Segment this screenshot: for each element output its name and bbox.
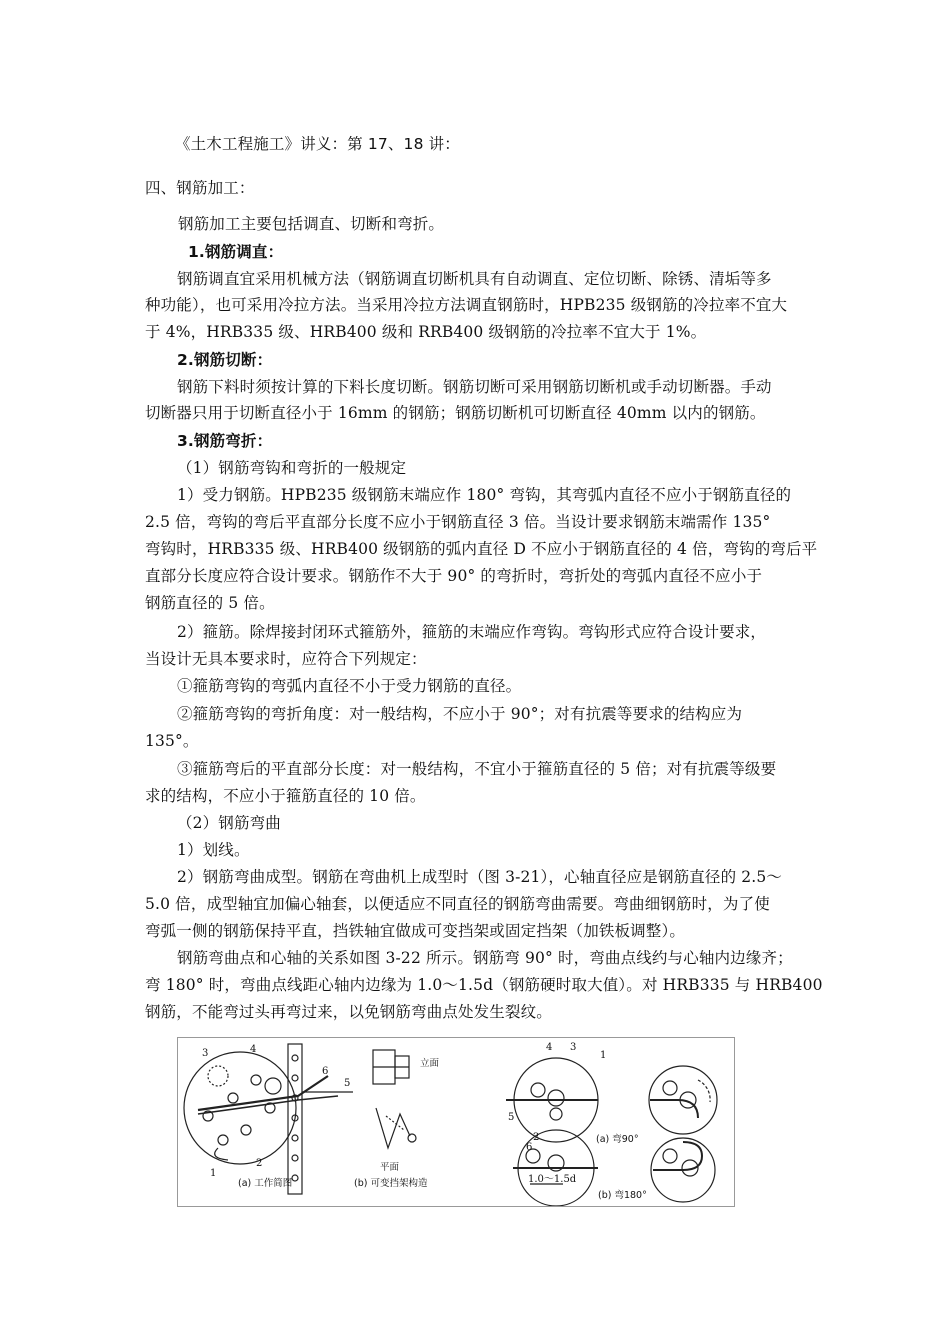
paragraph-line: 弯钩时，HRB335 级、HRB400 级钢筋的弧内直径 D 不应小于钢筋直径的 4 倍，弯钩的弯后平	[145, 540, 818, 558]
paragraph-line: 弯弧一侧的钢筋保持平直，挡铁轴宜做成可变挡架或固定挡架（加铁板调整）。	[145, 922, 686, 940]
label-plan-view: 平面	[380, 1162, 400, 1173]
label-4-right: 4	[546, 1042, 553, 1053]
subheading: （2）钢筋弯曲	[177, 814, 281, 832]
paragraph-line: 2.5 倍，弯钩的弯后平直部分长度不应小于钢筋直径 3 倍。当设计要求钢筋末端需作 135°	[145, 513, 771, 531]
paragraph-line: 钢筋弯曲点和心轴的关系如图 3-22 所示。钢筋弯 90° 时，弯曲点线约与心轴内边缘齐；	[177, 949, 793, 967]
label-2: 2	[256, 1158, 263, 1169]
caption-b: (b) 可变挡架构造	[354, 1178, 428, 1189]
paragraph-line: 当设计无具本要求时，应符合下列规定：	[145, 650, 427, 668]
doc-title: 《土木工程施工》讲义：第 17、18 讲：	[175, 135, 460, 153]
heading-straightening: 1.钢筋调直：	[188, 243, 284, 261]
caption-90: (a) 弯90°	[596, 1134, 639, 1145]
section-heading: 四、钢筋加工：	[145, 179, 255, 197]
paragraph-line: 于 4%，HRB335 级、HRB400 级和 RRB400 级钢筋的冷拉率不宜大于 1%。	[145, 323, 707, 341]
label-6-right: 6	[526, 1142, 533, 1153]
paragraph-line: 种功能），也可采用冷拉方法。当采用冷拉方法调直钢筋时，HPB235 级钢筋的冷拉率不宜大	[145, 296, 788, 314]
paragraph-line: 求的结构，不应小于箍筋直径的 10 倍。	[145, 787, 426, 805]
paragraph-line: 钢筋下料时须按计算的下料长度切断。钢筋切断可采用钢筋切断机或手动切断器。手动	[177, 378, 772, 396]
label-2-right: 2	[533, 1132, 540, 1143]
paragraph-line: 钢筋，不能弯过头再弯过来，以免钢筋弯曲点处发生裂纹。	[145, 1003, 552, 1021]
paragraph-line: 1）受力钢筋。HPB235 级钢筋末端应作 180° 弯钩，其弯弧内直径不应小于钢筋直径的	[177, 486, 792, 504]
label-1-right: 1	[600, 1050, 607, 1061]
paragraph-line: 135°。	[145, 732, 199, 750]
paragraph-line: ②箍筋弯钩的弯折角度：对一般结构，不应小于 90°；对有抗震等要求的结构应为	[177, 705, 743, 723]
paragraph-line: 2）箍筋。除焊接封闭环式箍筋外，箍筋的末端应作弯钩。弯钩形式应符合设计要求，	[177, 623, 767, 641]
paragraph-line: 弯 180° 时，弯曲点线距心轴内边缘为 1.0～1.5d（钢筋硬时取大值）。对 HRB335 与 HRB400	[145, 976, 823, 994]
caption-180: (b) 弯180°	[598, 1190, 647, 1201]
label-front-view: 立面	[420, 1058, 440, 1069]
paragraph-line: 钢筋调直宜采用机械方法（钢筋调直切断机具有自动调直、定位切断、除锈、清垢等多	[177, 270, 772, 288]
label-3: 3	[202, 1048, 209, 1059]
paragraph-line: ③箍筋弯后的平直部分长度：对一般结构，不宜小于箍筋直径的 5 倍；对有抗震等级要	[177, 760, 777, 778]
label-1: 1	[210, 1168, 217, 1179]
paragraph-line: 5.0 倍，成型轴宜加偏心轴套，以便适应不同直径的钢筋弯曲需要。弯曲细钢筋时，为了使	[145, 895, 770, 913]
bending-machine-figure	[177, 1037, 735, 1207]
heading-cutting: 2.钢筋切断：	[177, 351, 273, 369]
caption-a: (a) 工作简图	[238, 1178, 293, 1189]
label-5-right: 5	[508, 1112, 515, 1123]
paragraph-line: 切断器只用于切断直径小于 16mm 的钢筋；钢筋切断机可切断直径 40mm 以内的钢筋。	[145, 404, 766, 422]
subheading: （1）钢筋弯钩和弯折的一般规定	[177, 459, 407, 477]
paragraph-line: 1）划线。	[177, 841, 250, 859]
figure-drawing	[178, 1038, 734, 1206]
label-4: 4	[250, 1044, 257, 1055]
label-5: 5	[344, 1078, 351, 1089]
label-3-right: 3	[570, 1042, 577, 1053]
heading-bending: 3.钢筋弯折：	[177, 432, 273, 450]
dimension-label: 1.0～1.5d	[528, 1174, 577, 1185]
paragraph-line: 钢筋直径的 5 倍。	[145, 594, 275, 612]
paragraph-line: 直部分长度应符合设计要求。钢筋作不大于 90° 的弯折时，弯折处的弯弧内直径不应小于	[145, 567, 763, 585]
paragraph-line: ①箍筋弯钩的弯弧内直径不小于受力钢筋的直径。	[177, 677, 522, 695]
label-6: 6	[322, 1066, 329, 1077]
paragraph-line: 2）钢筋弯曲成型。钢筋在弯曲机上成型时（图 3-21），心轴直径应是钢筋直径的 2.5～	[177, 868, 783, 886]
intro-text: 钢筋加工主要包括调直、切断和弯折。	[178, 215, 445, 233]
